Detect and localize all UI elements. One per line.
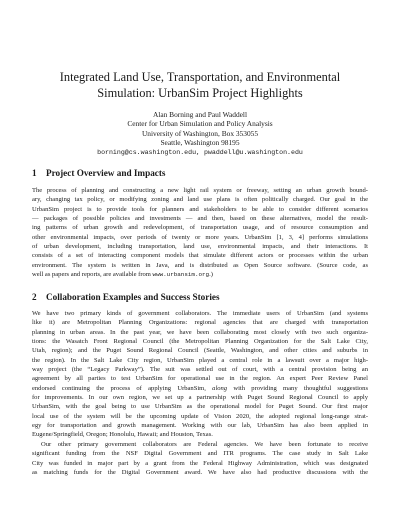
title-line: Simulation: UrbanSim Project Highlights [97, 85, 303, 100]
text-fragment: .) [209, 271, 213, 279]
title-line: Integrated Land Use, Transportation, and Environmental [59, 70, 341, 84]
paper-title [40, 70, 360, 101]
text-line: planning in urban areas. In the past year, we have been collaborating most closely with two such organiza- [32, 328, 368, 336]
text-line: like it) are Metropolitan Planning Organizations: regional agencies that are charged with transportation [32, 319, 368, 327]
text-line: as matching funds for the Digital Government award. We have also had productive discussions with the [32, 468, 368, 476]
text-line: the region). In the Salt Lake City region, UrbanSim played a central role in a lawsuit over a major high- [32, 356, 368, 364]
text-line: Eugene/Springfield, Oregon; Honolulu, Hawaii; and Houston, Texas. [32, 431, 213, 439]
text-line: egy for transportation and growth management. Working with our lab, UrbanSim has also been applied in [32, 422, 368, 430]
section-number: 2 [32, 292, 37, 302]
author-names: Alan Borning and Paul Waddell [152, 110, 248, 119]
section-title: Project Overview and Impacts [46, 168, 166, 178]
text-line: We have two primary kinds of government collaborators. The immediate users of UrbanSim (and systems [32, 310, 368, 317]
author-block [40, 110, 360, 157]
section-title: Collaboration Examples and Success Stories [46, 292, 220, 302]
section-2-heading [32, 292, 368, 302]
text-fragment: with providing many thoughtful suggestions [227, 384, 368, 392]
project-url-link[interactable]: www.urbansim.org [152, 271, 210, 279]
text-line: significant funding from the NSF Digital Government and ITR programs. The case study in Salt Lake [32, 450, 368, 458]
author-email: borning@cs.washington.edu, pwaddell@u.washington.edu [97, 148, 303, 156]
text-line: other environmental impacts, over periods of twenty or more years. UrbanSim [1, 3, 4] performs simulations [32, 233, 368, 241]
text-line: consists of a set of interacting component models that simulate different actors or processes within the urban [32, 252, 368, 260]
text-fragment: endorsed continuing the process of applying UrbanSim, [32, 384, 213, 392]
text-line: of urban development, including transportation, land use, environmental impacts, and their interactions. It [32, 243, 368, 251]
section-number: 1 [32, 168, 37, 178]
text-line: ing patterns of urban growth and redevelopment, of transportation usage, and of resource consumption and [32, 224, 368, 232]
text-line: Our other primary government collaborators are Federal agencies. We have been fortunate to receive [41, 440, 368, 448]
text-line: for improvements. In our own region, we set up a partnership with Puget Sound Regional Council to apply [32, 394, 368, 402]
text-line: agreement by all parties to test UrbanSim for operational use in the region. An expert Peer Review Panel [32, 375, 368, 383]
author-address: University of Washington, Box 353055 [141, 128, 259, 138]
text-fragment: well as papers and reports, are available from [32, 271, 153, 279]
section-1-heading [32, 168, 368, 178]
text-line: The process of planning and constructing a new light rail system or freeway, setting an urban growth bound- [32, 187, 368, 194]
text-line: UrbanSim project is to provide tools for planners and stakeholders to be able to consider different scenarios [32, 205, 368, 213]
text-line: tions: the Wasatch Front Regional Council (the Metropolitan Planning Organization for the Salt Lake City, [32, 338, 368, 346]
text-line: ary, changing tax policy, or modifying zoning and land use plans is often politically charged. Our goal in the [32, 196, 368, 204]
author-city: Seattle, Washington 98195 [160, 138, 240, 148]
text-line [32, 270, 368, 279]
emphasis-text: along [212, 384, 228, 392]
author-affiliation: Center for Urban Simulation and Policy Analysis [127, 119, 273, 129]
text-line: — packages of possible policies and investments — and then, based on these alternatives, model the result- [32, 215, 368, 223]
text-line [32, 384, 368, 393]
text-line: environment. The system is written in Java, and is distributed as Open Source software. (Source code, as [32, 261, 368, 269]
section-2-paragraph-1 [32, 309, 368, 477]
text-line: Utah, region); and the Puget Sound Regional Council (Seattle, Washington, and other cities and suburbs in [32, 347, 368, 355]
text-line: UrbanSim, with the goal being to use UrbanSim as the operational model for Puget Sound. Our first major [32, 403, 368, 411]
text-line: way project (the “Legacy Parkway”). The suit was settled out of court, with a central provision being an [32, 366, 368, 374]
text-line: City was funded in major part by a grant from the Federal Highway Administration, which was designated [32, 459, 368, 467]
text-line: local use of the system will be the upcoming update of Vision 2020, the adopted regional long-range strat- [32, 412, 368, 420]
section-1-paragraph [32, 186, 368, 279]
